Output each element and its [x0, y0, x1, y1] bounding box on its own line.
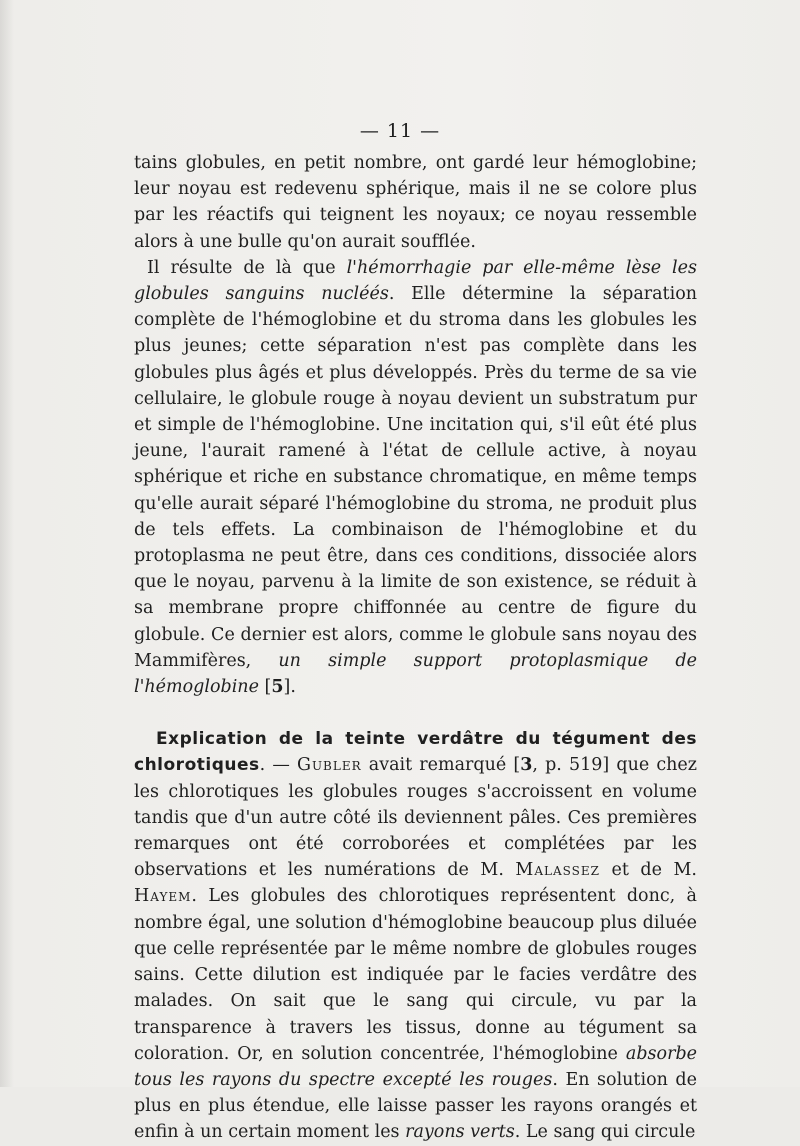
emphasis-support: un simple support protoplasmique de l'hémoglobine	[134, 650, 697, 698]
emphasis-absorbs: absorbe tous les rayons du spectre excepté les rouges	[134, 1043, 697, 1090]
paragraph-text: que chez les chlorotiques les globules rouges s'accroissent en volume tandis que d'un autre côté ils deviennent pâles. Ces premières remarques ont été corroborées et complétées par les observations et les numérations de M.	[134, 755, 697, 881]
reference-page: , p. 519]	[532, 755, 610, 776]
paragraph-continuation: tains globules, en petit nombre, ont gardé leur hémoglobine; leur noyau est redevenu sphérique, mais il ne se colore plus par les réactifs qui teignent les noyaux; ce noyau ressemble alors à une bulle qu'on aurait soufflée.	[134, 153, 697, 252]
author-name: Malassez	[515, 860, 600, 881]
reference-bracket: ].	[283, 677, 296, 698]
heading-separator: . —	[259, 755, 297, 776]
emphasis-hemorrhage: l'hémorrhagie par elle-même lèse les globules sanguins nucléés	[134, 257, 697, 305]
author-name: Gubler	[296, 755, 362, 776]
reference-number: 5	[271, 677, 284, 698]
reference-bracket: [	[258, 677, 272, 698]
paragraph-text: et de M.	[599, 860, 697, 881]
reference-number: 3	[520, 755, 533, 776]
author-name: Hayem	[134, 886, 192, 907]
paragraph-text: . Le sang qui circule	[514, 1122, 696, 1143]
paragraph-text: avait remarqué [	[361, 755, 521, 776]
paragraph-chlorosis	[134, 726, 697, 1145]
paragraph-hemorrhage	[134, 255, 697, 700]
paragraph-body: . Elle détermine la séparation complète de l'hémoglobine et du stroma dans les globules les plus jeunes; cette séparation n'est pas complète dans les globules plus âgés et plus développés. Près du terme de sa vie cellulaire, le globule rouge à noyau devient un substratum pur et simple de l'hémoglobine. Une incitation qui, s'il eût été plus jeune, l'aurait ramené à l'état de cellule active, à noyau sphérique et riche en substance chromatique, en même temps qu'elle aurait séparé l'hémoglobine du stroma, ne produit plus de tels effets. La combinaison de l'hémoglobine et du protoplasma ne peut être, dans ces conditions, dissociée alors que le noyau, parvenu à la limite de son existence, se réduit à sa membrane propre chiffonnée au centre de figure du globule. Ce dernier est alors, comme le globule sans noyau des Mammifères,	[134, 284, 697, 671]
emphasis-green-rays: rayons verts	[405, 1122, 515, 1143]
section-heading: Explication de la teinte verdâtre du tégument des chlorotiques	[134, 729, 697, 776]
page-number: — 11 —	[359, 120, 441, 142]
paragraph-intro: Il résulte de là que	[147, 257, 347, 278]
paragraph-text: . En solution de plus en plus étendue, elle laisse passer les rayons orangés et enfin à un certain moment les	[134, 1069, 697, 1143]
body-text	[134, 150, 697, 1146]
paragraph-text: . Les globules des chlorotiques représentent donc, à nombre égal, une solution d'hémoglobine beaucoup plus diluée que celle représentée par le même nombre de globules rouges sains. Cette dilution est indiquée par le facies verdâtre des malades. On sait que le sang qui circule, vu par la transparence à travers les tissus, donne au tégument sa coloration. Or, en solution concentrée, l'hémoglobine	[134, 886, 697, 1064]
